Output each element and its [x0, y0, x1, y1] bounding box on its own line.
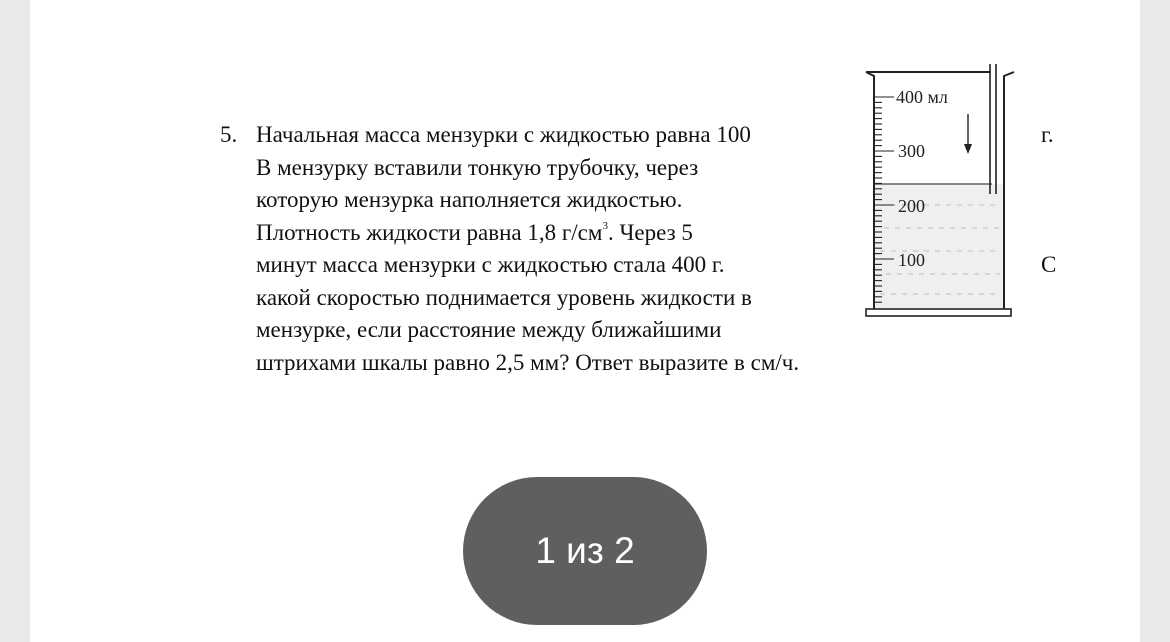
problem-line-2: В мензурку вставили тонкую трубочку, через — [256, 154, 699, 180]
right-fragment-c: С — [1041, 252, 1057, 277]
time-text: . Через 5 — [607, 219, 693, 245]
beaker-figure — [860, 60, 1020, 325]
page-indicator[interactable] — [463, 477, 707, 625]
beaker-base — [866, 309, 1011, 316]
scale-label-300: 300 — [898, 141, 925, 161]
density-text: Плотность жидкости равна 1,8 г/см — [256, 219, 603, 245]
problem-line-1: Начальная масса мензурки с жидкостью равна 100 — [256, 122, 751, 147]
problem-number: 5. — [220, 122, 238, 147]
liquid-fill — [874, 184, 1004, 308]
scale-label-100: 100 — [898, 250, 925, 270]
problem-line-6: какой скоростью поднимается уровень жидкости в — [256, 284, 752, 310]
beaker-right-wall — [1004, 72, 1014, 310]
problem-line-8: штрихами шкалы равно 2,5 мм? Ответ выразите в см/ч. — [256, 349, 800, 375]
cubic-superscript: 3 — [602, 219, 608, 232]
page-indicator-label: 1 из 2 — [535, 530, 635, 571]
problem-line-7: мензурке, если расстояние между ближайшими — [256, 317, 722, 342]
flow-arrow-icon — [964, 144, 972, 154]
beaker-left-wall — [866, 72, 874, 310]
problem-line-4 — [256, 217, 693, 250]
problem-line-3: которую мензурка наполняется жидкостью. — [256, 187, 683, 212]
scale-label-200: 200 — [898, 196, 925, 216]
problem-line-5: минут масса мензурки с жидкостью стала 400 г. — [256, 252, 725, 277]
scale-label-400: 400 мл — [896, 87, 948, 107]
right-fragment-g: г. — [1041, 122, 1054, 147]
